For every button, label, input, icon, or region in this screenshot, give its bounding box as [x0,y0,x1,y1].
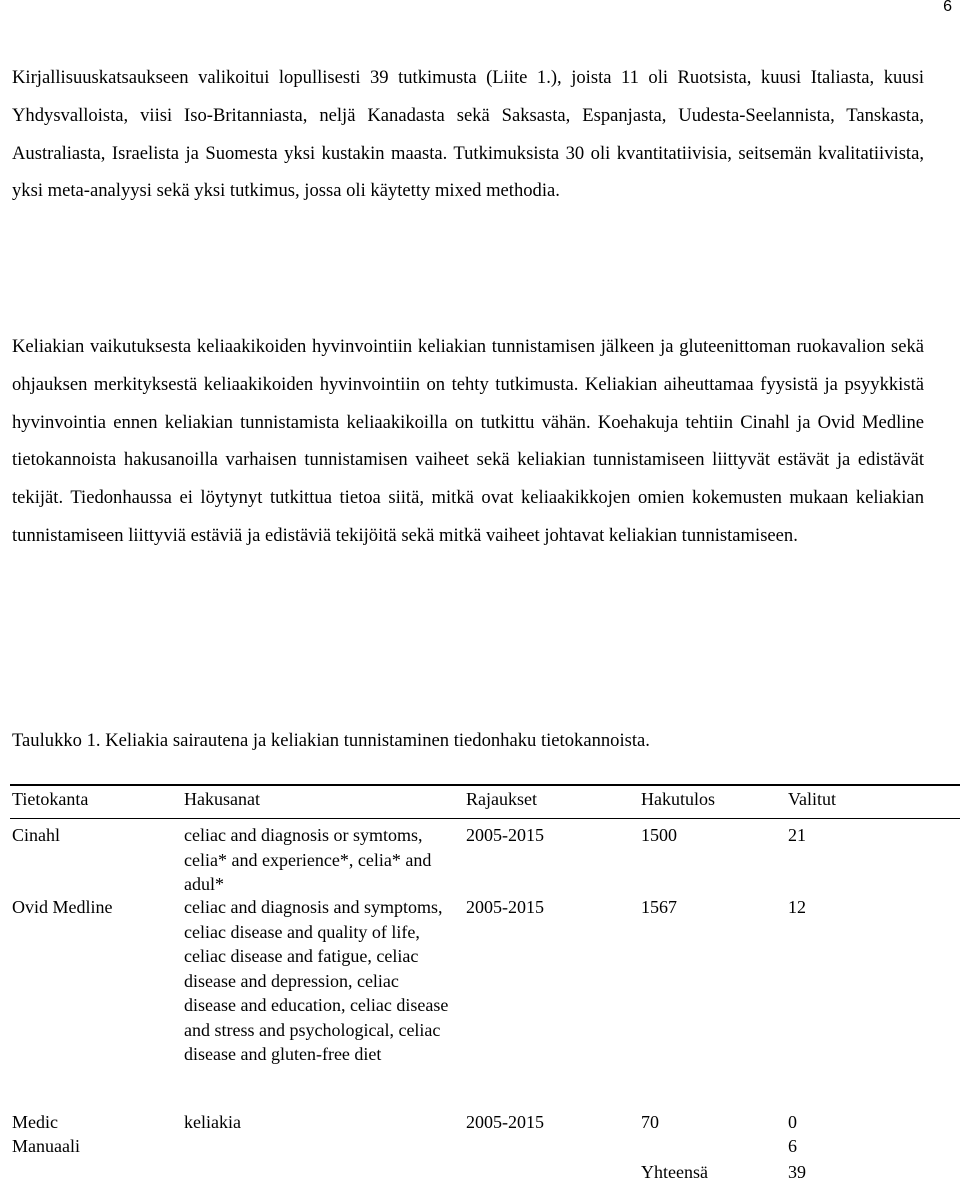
row-cinahl-results: 1500 [641,825,677,845]
header-keywords: Hakusanat [184,789,260,809]
body-paragraph-1: Kirjallisuuskatsaukseen valikoitui lopullisesti 39 tutkimusta (Liite 1.), joista 11 oli Ruotsista, kuusi Italiasta, kuusi Yhdysvalloista, viisi Iso-Britanniasta, neljä Kanadasta sekä Saksasta, Espanjasta, Uudesta-Seelannista, Tanskasta, Australiasta, Israelista ja Suomesta yksi kustakin maasta. Tutkimuksista 30 oli kvantitatiivisia, seitsemän kvalitatiivista, yksi meta-analyysi sekä yksi tutkimus, jossa oli käytetty mixed methodia. [12,67,924,202]
row-cinahl-keywords: celiac and diagnosis or symtoms, celia* and experience*, celia* and adul* [184,825,432,894]
row-manual-selected: 6 [788,1136,797,1156]
total-value: 39 [788,1162,806,1182]
page-number: 6 [943,0,952,15]
row-medic-keywords: keliakia [184,1112,241,1132]
header-results: Hakutulos [641,789,715,809]
header-selected: Valitut [788,789,836,809]
table-caption: Taulukko 1. Keliakia sairautena ja keliakian tunnistaminen tiedonhaku tietokannoista. [12,730,650,751]
row-manual-database: Manuaali [12,1136,80,1156]
row-medic-selected: 0 [788,1112,797,1132]
row-medic-limits: 2005-2015 [466,1112,544,1132]
row-cinahl-database: Cinahl [12,825,60,845]
total-label: Yhteensä [641,1162,708,1182]
row-cinahl-selected: 21 [788,825,806,845]
header-limits: Rajaukset [466,789,537,809]
row-ovid-selected: 12 [788,897,806,917]
row-ovid-limits: 2005-2015 [466,897,544,917]
row-ovid-results: 1567 [641,897,677,917]
row-medic-database: Medic [12,1112,58,1132]
row-cinahl-limits: 2005-2015 [466,825,544,845]
table-header-rule [10,818,960,819]
table-top-rule [10,784,960,786]
row-ovid-database: Ovid Medline [12,897,113,917]
row-medic-results: 70 [641,1112,659,1132]
row-ovid-keywords: celiac and diagnosis and symptoms, celiac disease and quality of life, celiac disease and fatigue, celiac disease and depression, celiac disease and education, celiac disease and stress and psychological, celiac disease and gluten-free diet [184,897,449,1064]
header-database: Tietokanta [12,789,89,809]
body-paragraph-2: Keliakian vaikutuksesta keliaakikoiden hyvinvointiin keliakian tunnistamisen jälkeen ja gluteenittoman ruokavalion sekä ohjauksen merkityksestä keliaakikoiden hyvinvointiin on tehty tutkimusta. Keliakian aiheuttamaa fyysistä ja psyykkistä hyvinvointia ennen keliakian tunnistamista keliaakikoilla on tutkittu vähän. Koehakuja tehtiin Cinahl ja Ovid Medline tietokannoista hakusanoilla varhaisen tunnistamisen vaiheet sekä keliakian tunnistamiseen liittyvät estävät ja edistävät tekijät. Tiedonhaussa ei löytynyt tutkittua tietoa siitä, mitkä ovat keliaakikkojen omien kokemusten mukaan keliakian tunnistamiseen liittyviä estäviä ja edistäviä tekijöitä sekä mitkä vaiheet johtavat keliakian tunnistamiseen. [12,336,924,546]
